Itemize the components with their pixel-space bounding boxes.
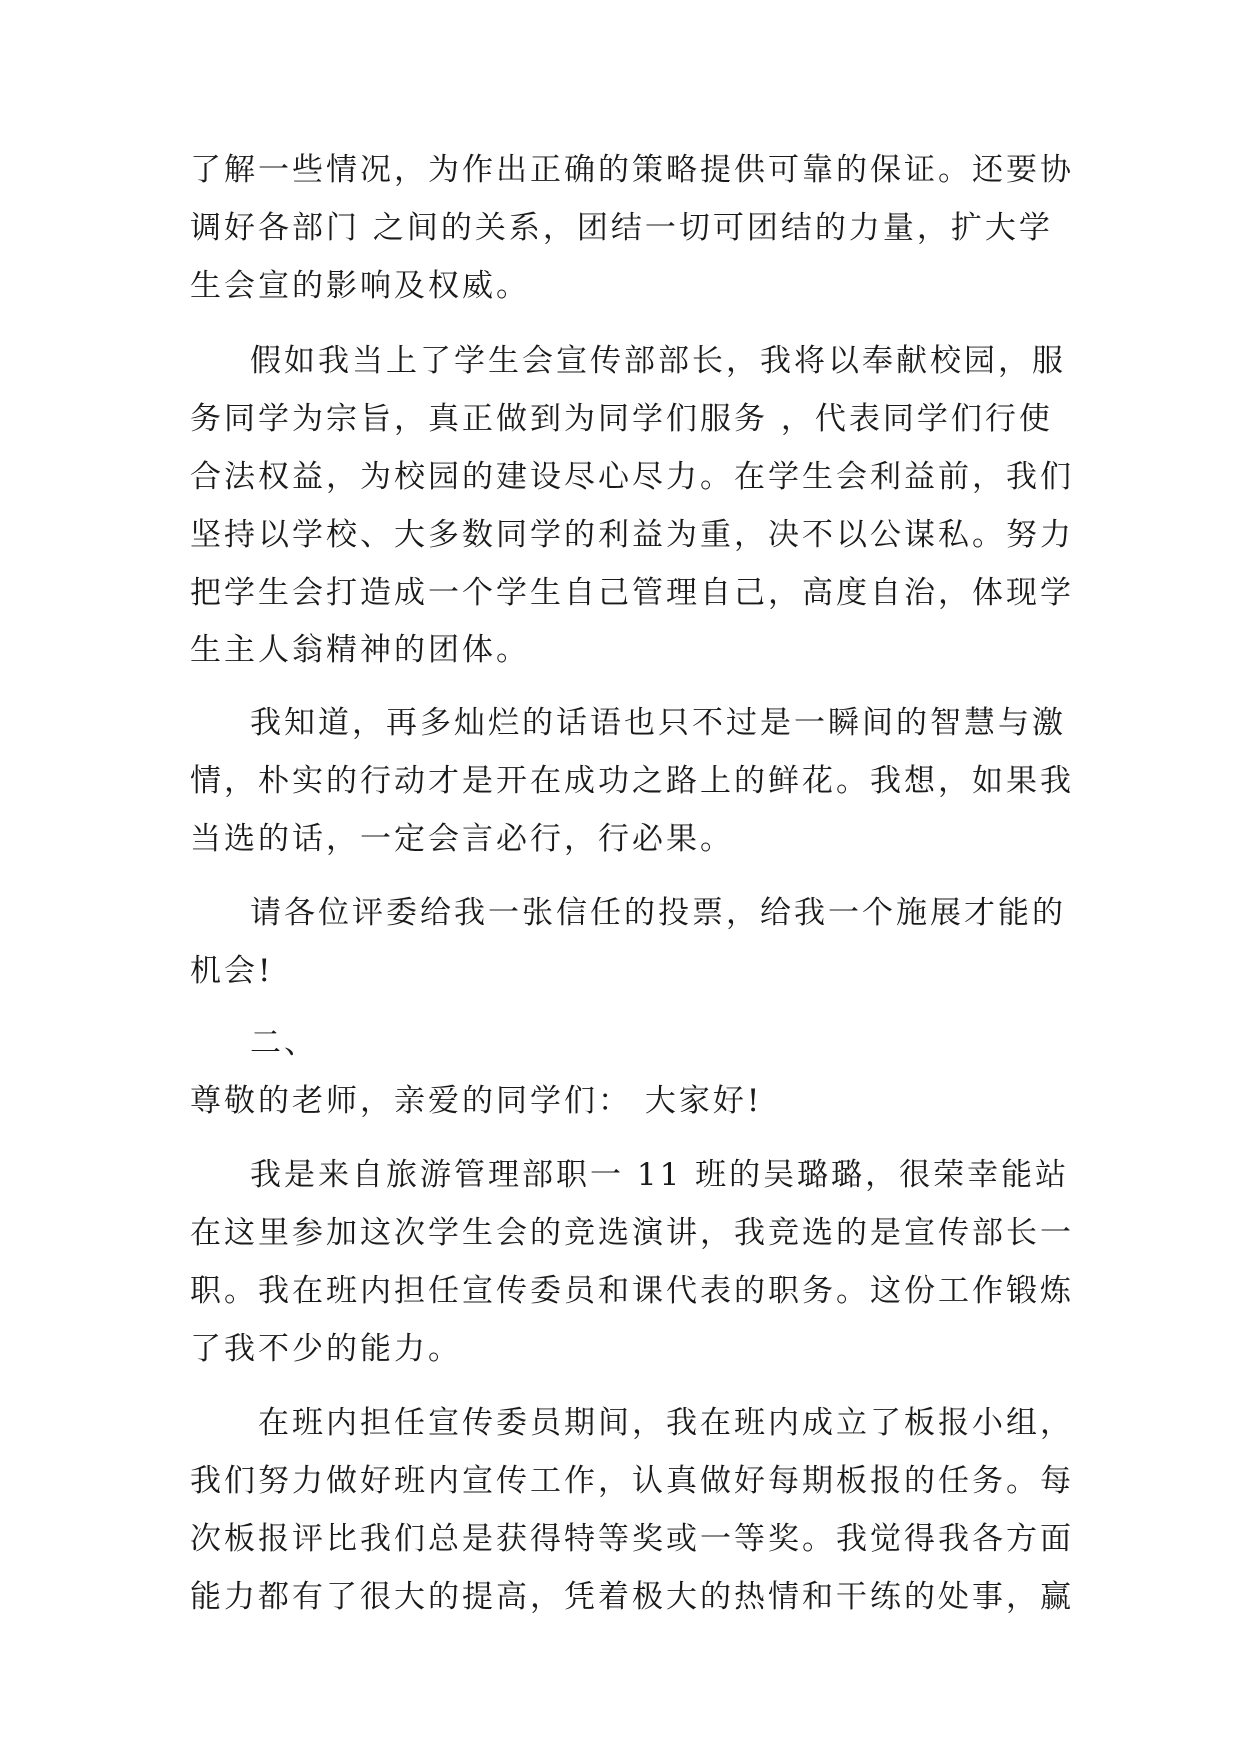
paragraph-first-line: 我知道，再多灿烂的话语也只不过是一瞬间的智慧与激 [250, 705, 1066, 741]
text-line: 当选的话，一定会言必行，行必果。 [190, 821, 734, 857]
paragraph-first-line: 请各位评委给我一张信任的投票，给我一个施展才能的 [250, 895, 1066, 931]
text-line: 职。我在班内担任宣传委员和课代表的职务。这份工作锻炼 [190, 1273, 1074, 1309]
paragraph-first-line: 我是来自旅游管理部职一 11 班的吴璐璐，很荣幸能站 [250, 1157, 1070, 1193]
paragraph-first-line: 在班内担任宣传委员期间，我在班内成立了板报小组， [258, 1405, 1074, 1441]
text-line: 能力都有了很大的提高，凭着极大的热情和干练的处事，赢 [190, 1579, 1074, 1615]
text-line: 合法权益，为校园的建设尽心尽力。在学生会利益前，我们 [190, 459, 1074, 495]
text-line: 了我不少的能力。 [190, 1331, 462, 1367]
text-line: 坚持以学校、大多数同学的利益为重，决不以公谋私。努力 [190, 517, 1074, 553]
text-line: 机会! [190, 953, 274, 989]
text-line: 我们努力做好班内宣传工作，认真做好每期板报的任务。每 [190, 1463, 1074, 1499]
text-line: 生主人翁精神的团体。 [190, 632, 530, 668]
salutation: 尊敬的老师，亲爱的同学们： 大家好! [190, 1083, 763, 1119]
text-line: 务同学为宗旨，真正做到为同学们服务 ，代表同学们行使 [190, 401, 1053, 437]
text-line: 生会宣的影响及权威。 [190, 268, 530, 304]
text-line: 情，朴实的行动才是开在成功之路上的鲜花。我想，如果我 [190, 763, 1074, 799]
text-line: 次板报评比我们总是获得特等奖或一等奖。我觉得我各方面 [190, 1521, 1074, 1557]
text-line: 在这里参加这次学生会的竞选演讲，我竞选的是宣传部长一 [190, 1215, 1074, 1251]
text-line: 把学生会打造成一个学生自己管理自己，高度自治，体现学 [190, 575, 1074, 611]
paragraph-first-line: 假如我当上了学生会宣传部部长，我将以奉献校园，服 [250, 343, 1066, 379]
section-heading: 二、 [250, 1025, 318, 1061]
text-line: 调好各部门 之间的关系，团结一切可团结的力量，扩大学 [190, 210, 1053, 246]
text-line: 了解一些情况，为作出正确的策略提供可靠的保证。还要协 [190, 152, 1074, 188]
